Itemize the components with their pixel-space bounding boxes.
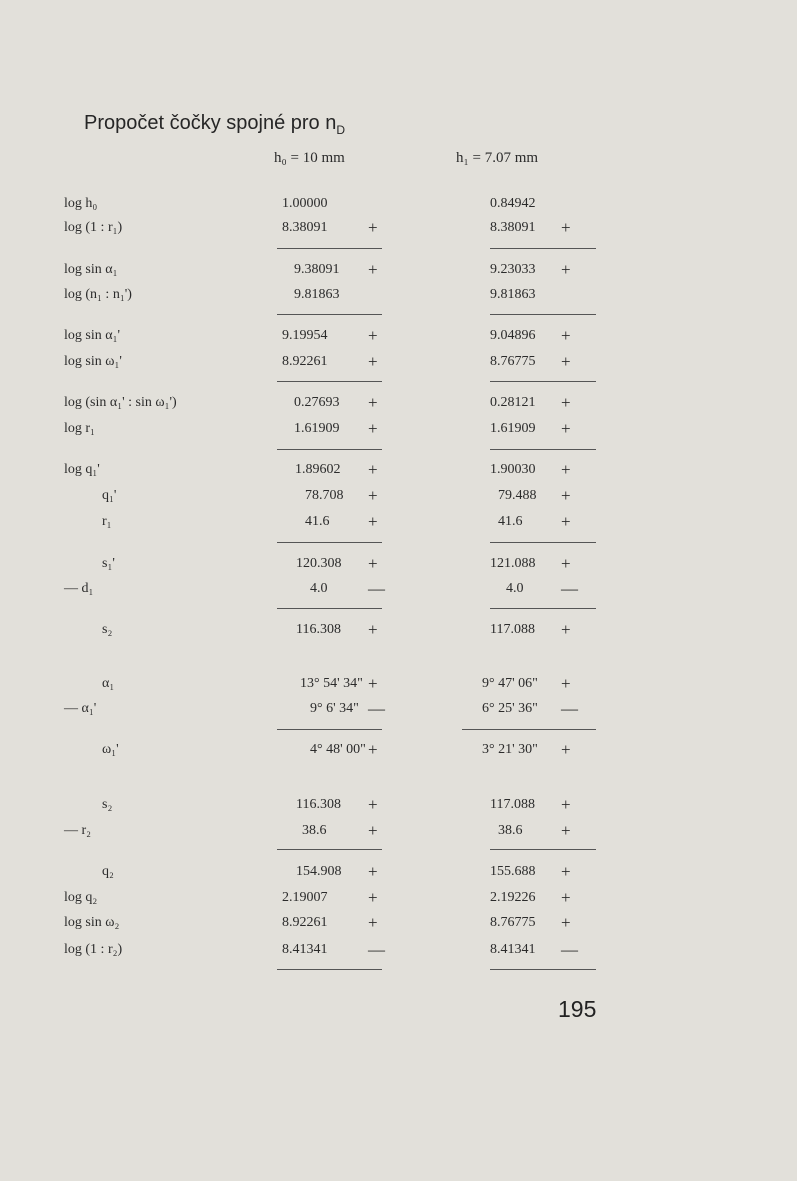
sign-h0: + <box>368 260 378 279</box>
value-h1: 8.38091 <box>490 220 536 235</box>
row-label: log sin ω₁' <box>64 354 122 369</box>
table-row <box>0 622 797 648</box>
sign-h1: + <box>561 260 571 279</box>
table-row <box>0 823 797 849</box>
value-h0: 0.27693 <box>294 395 340 410</box>
value-h0: 4.0 <box>310 581 328 596</box>
table-row <box>0 196 797 222</box>
value-h1: 117.088 <box>490 797 535 812</box>
table-row <box>0 514 797 540</box>
value-h0: 41.6 <box>305 514 330 529</box>
sign-h1: + <box>561 393 571 412</box>
sign-h1: + <box>561 740 571 759</box>
row-label: — r₂ <box>64 823 92 838</box>
rule-line <box>490 248 596 249</box>
value-h0: 1.61909 <box>294 421 340 436</box>
value-h1: 9.81863 <box>490 287 536 302</box>
sign-h0: — <box>368 699 385 718</box>
table-row <box>0 421 797 447</box>
value-h0: 154.908 <box>296 864 342 879</box>
row-label: — d₁ <box>64 581 94 596</box>
sign-h0: + <box>368 862 378 881</box>
value-h1: 2.19226 <box>490 890 536 905</box>
page-number: 195 <box>558 996 597 1022</box>
table-row <box>0 942 797 968</box>
table-row <box>0 354 797 380</box>
header-h1: h₁ = 7.07 mm <box>456 150 539 166</box>
value-h0: 9.81863 <box>294 287 340 302</box>
sign-h1: + <box>561 460 571 479</box>
value-h1: 6° 25' 36" <box>482 701 538 716</box>
value-h0: 8.92261 <box>282 915 328 930</box>
sign-h1: + <box>561 795 571 814</box>
sign-h1: + <box>561 486 571 505</box>
row-label: α₁ <box>102 676 115 691</box>
table-row <box>0 395 797 421</box>
rule-line <box>277 381 382 382</box>
rule-line <box>277 248 382 249</box>
value-h0: 116.308 <box>296 622 341 637</box>
sign-h0: + <box>368 740 378 759</box>
sign-h0: — <box>368 940 385 959</box>
sign-h1: — <box>561 699 578 718</box>
rule-line <box>462 729 596 730</box>
row-label: log (1 : r₂) <box>64 942 123 957</box>
sign-h0: — <box>368 579 385 598</box>
rule-line <box>490 381 596 382</box>
sign-h0: + <box>368 393 378 412</box>
value-h0: 120.308 <box>296 556 342 571</box>
page-title: Propočet čočky spojné pro $n_D$ <box>84 112 346 137</box>
value-h0: 1.00000 <box>282 196 328 211</box>
value-h0: 38.6 <box>302 823 327 838</box>
table-row <box>0 556 797 582</box>
value-h1: 0.28121 <box>490 395 536 410</box>
value-h1: 41.6 <box>498 514 523 529</box>
table-row <box>0 742 797 768</box>
row-label: ω₁' <box>102 742 119 757</box>
table-row <box>0 462 797 488</box>
sign-h1: + <box>561 512 571 531</box>
value-h1: 117.088 <box>490 622 535 637</box>
row-label: log sin ω₂ <box>64 915 120 930</box>
sign-h1: + <box>561 674 571 693</box>
row-label: log sin α₁ <box>64 262 118 277</box>
rule-line <box>277 542 382 543</box>
sign-h0: + <box>368 888 378 907</box>
row-label: log h₀ <box>64 196 98 211</box>
table-row <box>0 701 797 727</box>
row-label: s₁' <box>102 556 115 571</box>
rule-line <box>277 849 382 850</box>
value-h0: 9° 6' 34" <box>310 701 359 716</box>
sign-h0: + <box>368 218 378 237</box>
row-label: log (1 : r₁) <box>64 220 123 235</box>
row-label: q₁' <box>102 488 117 503</box>
table-row <box>0 220 797 246</box>
sign-h1: + <box>561 620 571 639</box>
row-label: s₂ <box>102 622 113 637</box>
sign-h1: + <box>561 821 571 840</box>
value-h0: 9.38091 <box>294 262 340 277</box>
row-label: log (n₁ : n₁') <box>64 287 132 302</box>
rule-line <box>490 314 596 315</box>
sign-h0: + <box>368 913 378 932</box>
value-h1: 1.61909 <box>490 421 536 436</box>
sign-h1: + <box>561 326 571 345</box>
table-row <box>0 915 797 941</box>
table-row <box>0 890 797 916</box>
rule-line <box>490 849 596 850</box>
table-row <box>0 581 797 607</box>
rule-line <box>277 314 382 315</box>
row-label: — α₁' <box>64 701 97 716</box>
table-row <box>0 864 797 890</box>
value-h1: 9° 47' 06" <box>482 676 538 691</box>
value-h0: 2.19007 <box>282 890 328 905</box>
header-h0: h₀ = 10 mm <box>274 150 345 166</box>
row-label: log q₁' <box>64 462 100 477</box>
value-h0: 116.308 <box>296 797 341 812</box>
table-row <box>0 488 797 514</box>
table-row <box>0 797 797 823</box>
rule-line <box>277 608 382 609</box>
value-h1: 8.41341 <box>490 942 536 957</box>
sign-h0: + <box>368 352 378 371</box>
sign-h1: — <box>561 940 578 959</box>
rule-line <box>277 729 382 730</box>
value-h0: 1.89602 <box>295 462 341 477</box>
row-label: q₂ <box>102 864 114 879</box>
value-h0: 9.19954 <box>282 328 328 343</box>
rule-line <box>490 449 596 450</box>
value-h1: 4.0 <box>506 581 524 596</box>
row-label: r₁ <box>102 514 112 529</box>
value-h0: 8.92261 <box>282 354 328 369</box>
value-h1: 8.76775 <box>490 354 536 369</box>
value-h1: 9.23033 <box>490 262 536 277</box>
row-label: log (sin α₁' : sin ω₁') <box>64 395 177 410</box>
value-h1: 1.90030 <box>490 462 536 477</box>
sign-h0: + <box>368 460 378 479</box>
sign-h1: + <box>561 888 571 907</box>
sign-h0: + <box>368 326 378 345</box>
rule-line <box>490 608 596 609</box>
sign-h0: + <box>368 795 378 814</box>
value-h1: 0.84942 <box>490 196 536 211</box>
value-h0: 8.38091 <box>282 220 328 235</box>
value-h1: 3° 21' 30" <box>482 742 538 757</box>
value-h1: 79.488 <box>498 488 537 503</box>
sign-h0: + <box>368 419 378 438</box>
value-h0: 13° 54' 34" <box>300 676 363 691</box>
sign-h0: + <box>368 512 378 531</box>
row-label: log r₁ <box>64 421 95 436</box>
value-h1: 8.76775 <box>490 915 536 930</box>
value-h1: 155.688 <box>490 864 536 879</box>
sign-h1: + <box>561 862 571 881</box>
value-h1: 9.04896 <box>490 328 536 343</box>
value-h0: 4° 48' 00" <box>310 742 366 757</box>
table-row <box>0 262 797 288</box>
table-row <box>0 328 797 354</box>
sign-h1: + <box>561 419 571 438</box>
sign-h0: + <box>368 554 378 573</box>
rule-line <box>277 449 382 450</box>
rule-line <box>490 542 596 543</box>
sign-h1: — <box>561 579 578 598</box>
sign-h1: + <box>561 352 571 371</box>
table-row <box>0 287 797 313</box>
rule-line <box>490 969 596 970</box>
value-h1: 38.6 <box>498 823 523 838</box>
table-row <box>0 676 797 702</box>
sign-h0: + <box>368 486 378 505</box>
sign-h0: + <box>368 674 378 693</box>
sign-h0: + <box>368 821 378 840</box>
sign-h1: + <box>561 554 571 573</box>
value-h0: 78.708 <box>305 488 344 503</box>
row-label: s₂ <box>102 797 113 812</box>
sign-h1: + <box>561 913 571 932</box>
sign-h0: + <box>368 620 378 639</box>
rule-line <box>277 969 382 970</box>
row-label: log q₂ <box>64 890 98 905</box>
value-h0: 8.41341 <box>282 942 328 957</box>
sign-h1: + <box>561 218 571 237</box>
row-label: log sin α₁' <box>64 328 120 343</box>
value-h1: 121.088 <box>490 556 536 571</box>
